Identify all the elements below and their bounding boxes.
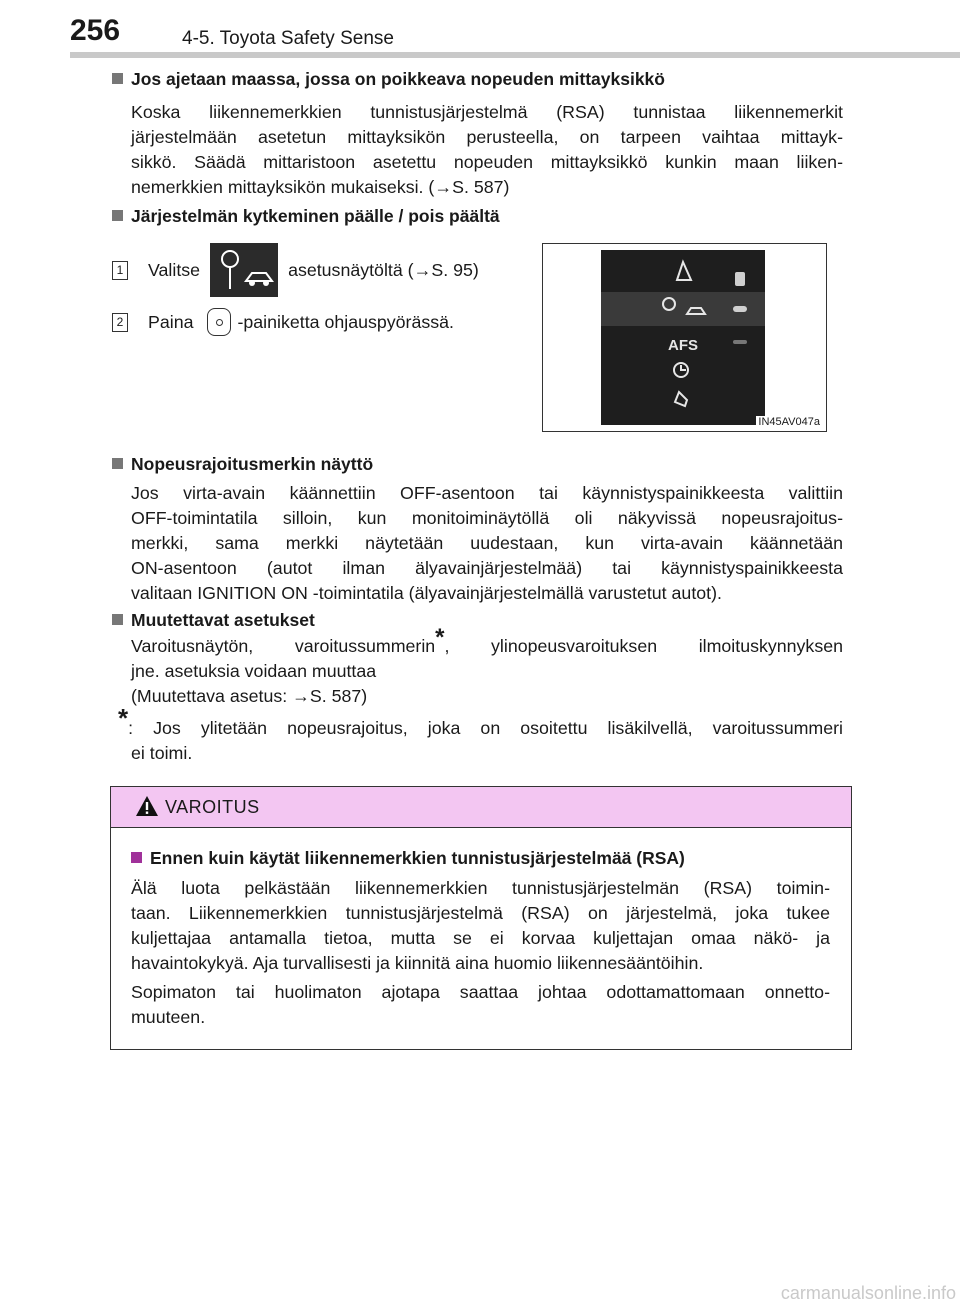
instrument-panel-figure	[542, 243, 827, 432]
page-number: 256	[70, 14, 121, 47]
header-rule	[70, 52, 960, 58]
warning-triangle-icon	[135, 795, 159, 817]
figure-code: IN45AV047a	[758, 416, 820, 428]
rsa-sign-icon	[210, 243, 278, 297]
heading-unit-of-measure: Jos ajetaan maassa, jossa on poikkeava nopeuden mittayksikkö	[112, 69, 665, 90]
warning-paragraph-2: Sopimaton tai huolimaton ajotapa saattaa johtaa odottamattomaan onnetto- muuteen.	[131, 982, 830, 1027]
steering-wheel-button-icon	[207, 308, 231, 336]
warning-box	[110, 786, 852, 1050]
heading-customizable-settings: Muutettavat asetukset	[112, 610, 315, 631]
footnote: *: Jos ylitetään nopeusrajoitus, joka on osoitettu lisäkilvellä, varoitussummeri ei toimi.	[118, 703, 843, 763]
bullet-square-icon	[112, 73, 123, 84]
step-number: 2	[112, 313, 128, 332]
step-2: 2 Paina -painiketta ohjauspyörässä.	[112, 308, 454, 336]
display-photo	[601, 250, 765, 425]
paragraph-customizable-settings: Varoitusnäytön, varoitussummerin*, ylinopeusvaroituksen ilmoituskynnyksen jne. asetuksia voidaan muuttaa (Muutettava asetus: →S. 587)	[131, 624, 843, 706]
bullet-square-icon	[131, 852, 142, 863]
step-1: 1 Valitse asetusnäytöltä (→S. 95)	[112, 243, 479, 297]
watermark: carmanualsonline.info	[780, 1283, 956, 1303]
bullet-square-icon	[112, 210, 123, 221]
warning-header	[111, 787, 851, 828]
section-title: 4-5. Toyota Safety Sense	[182, 28, 394, 49]
paragraph-speed-limit-display: Jos virta-avain käännettiin OFF-asentoon tai käynnistyspainikkeesta valittiin OFF-toimintatila silloin, kun monitoiminäytöllä oli näkyvissä nopeusrajoitus- merkki, sama merkki näytetään uudestaan, kun virta-avain käännetään ON-asentoon (autot ilman älyavainjärjestelmää) tai käynnistyspainikkeesta valitaan IGNITION ON -toimintatila (älyavainjärjestelmällä varustetut autot).	[131, 483, 843, 603]
step-number: 1	[112, 261, 128, 280]
bullet-square-icon	[112, 458, 123, 469]
warning-paragraph-1: Älä luota pelkästään liikennemerkkien tunnistusjärjestelmän (RSA) toimin- taan. Liikennemerkkien tunnistusjärjestelmä (RSA) on järjestelmä, joka tukee kuljettajaa antamalla tietoa, mutta se ei korvaa kuljettajan omaa näkö- ja havaintokykyä. Aja turvallisesti ja kiinnitä aina huomio liikennesääntöihin.	[131, 878, 830, 973]
heading-on-off: Järjestelmän kytkeminen päälle / pois päältä	[112, 206, 500, 227]
warning-title: VAROITUS	[165, 797, 260, 817]
paragraph-unit-of-measure: Koska liikennemerkkien tunnistusjärjestelmä (RSA) tunnistaa liikennemerkit järjestelmään asetetun mittayksikön perusteella, on tarpeen vaihtaa mittayk- sikkö. Säädä mittaristoon asetettu nopeuden mittayksikkö kunkin maan liiken- nemerkkien mittayksikön mukaiseksi. (→S. 587)	[131, 102, 843, 197]
warning-heading: Ennen kuin käytät liikennemerkkien tunnistusjärjestelmää (RSA)	[131, 848, 685, 869]
afs-label: AFS	[668, 337, 698, 354]
heading-speed-limit-display: Nopeusrajoitusmerkin näyttö	[112, 454, 373, 475]
bullet-square-icon	[112, 614, 123, 625]
